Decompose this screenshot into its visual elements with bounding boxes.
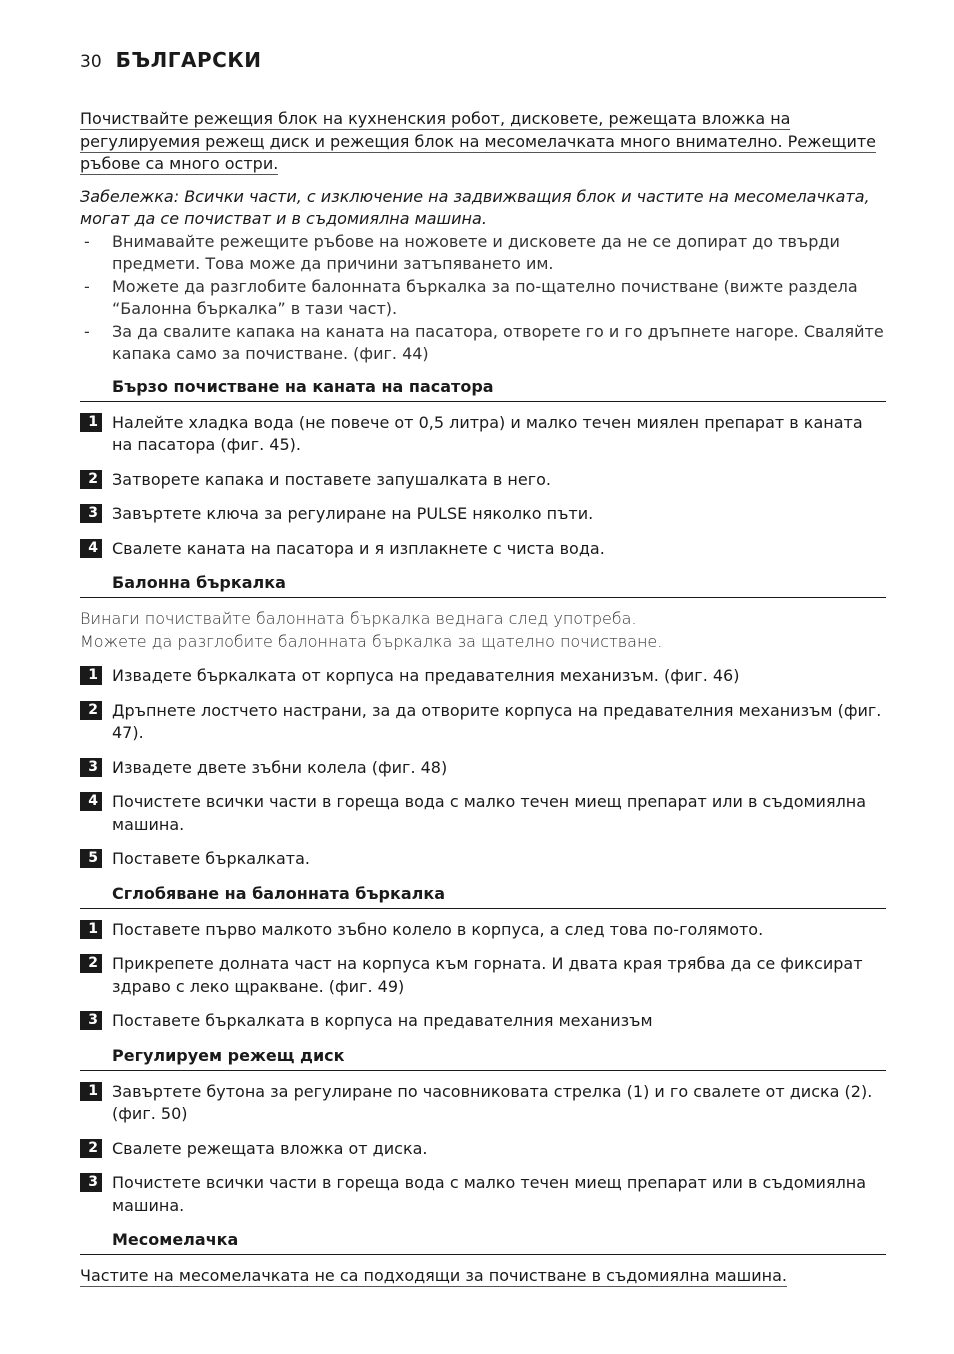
warning-line: Почиствайте режещия блок на кухненския робот, дисковете, режещата вложка на [80,109,791,128]
step [80,953,886,998]
step-number: 1 [80,1082,102,1101]
warning-line: ръбове са много остри. [80,154,279,173]
note-line: могат да се почистват и в съдомиялна машина. [80,209,487,228]
step-number: 4 [80,792,102,811]
page-header [80,48,261,72]
step-text: Поставете първо малкото зъбно колело в корпуса, а след това по-голямото. [112,919,764,939]
step-number: 1 [80,413,102,432]
step-text: Извадете бъркалката от корпуса на предавателния механизъм. (фиг. 46) [112,666,740,685]
warning-line: регулируемия режещ диск и режещия блок на месомелачката много внимателно. Режещите [80,131,877,151]
step-text: Почистете всички части в гореща вода с малко течен миещ препарат или в съдомиялна машина. [112,1173,867,1215]
whisk-intro [80,608,886,653]
step [80,412,886,457]
step [80,700,886,745]
step-number: 2 [80,954,102,973]
step [80,1172,886,1217]
step-number: 2 [80,470,102,489]
language-title: БЪЛГАРСКИ [115,48,262,72]
note [80,186,886,231]
step [80,791,886,836]
step-text: Налейте хладка вода (не повече от 0,5 литра) и малко течен миялен препарат в каната на пасатора (фиг. 45). [112,412,863,454]
note-line: Забележка: Всички части, с изключение на задвижващия блок и частите на месомелачката, [80,186,870,206]
warning-line: Частите на месомелачката не са подходящи за почистване в съдомиялна машина. [80,1266,788,1285]
intro-line: Винаги почиствайте балонната бъркалка веднага след употреба. [80,609,637,628]
tips-list [80,231,886,366]
section-heading-blender: Бързо почистване на каната на пасатора [80,376,886,402]
step-text: Дръпнете лостчето настрани, за да отворите корпуса на предавателния механизъм (фиг. 47). [112,700,882,742]
step-number: 1 [80,666,102,685]
section-heading-assembly: Сглобяване на балонната бъркалка [80,883,886,909]
section-heading-mincer: Месомелачка [80,1229,886,1255]
step [80,1081,886,1126]
top-warning [80,108,886,176]
step-number: 3 [80,758,102,777]
list-item: - Можете да разглобите балонната бъркалка за по-щателно почистване (вижте раздела “Балонна бъркалка” в тази част). [80,276,886,321]
section-heading-disc: Регулируем режещ диск [80,1045,886,1071]
step-number: 3 [80,1011,102,1030]
step-number: 3 [80,1173,102,1192]
section-heading-whisk: Балонна бъркалка [80,572,886,598]
list-item: - Внимавайте режещите ръбове на ножовете и дисковете да не се допират до твърди предмети. Това може да причини затъпяването им. [80,231,886,276]
step [80,469,886,492]
step-text: Свалете режещата вложка от диска. [112,1138,428,1158]
step-text: Завъртете ключа за регулиране на PULSE няколко пъти. [112,504,594,523]
step-text: Почистете всички части в гореща вода с малко течен миещ препарат или в съдомиялна машина. [112,792,867,834]
step [80,848,886,871]
step-text: Завъртете бутона за регулиране по часовниковата стрелка (1) и го свалете от диска (2). (фиг. 50) [112,1081,873,1123]
content [80,108,886,1298]
step [80,919,886,942]
step-number: 4 [80,539,102,558]
step-number: 2 [80,1139,102,1158]
step-text: Свалете каната на пасатора и я изплакнете с чиста вода. [112,538,605,558]
list-item: - За да свалите капака на каната на пасатора, отворете го и го дръпнете нагоре. Сваляйте капака само за почистване. (фиг. 44) [80,321,886,366]
mincer-warning [80,1265,886,1288]
step-text: Поставете бъркалката. [112,849,310,868]
step-text: Поставете бъркалката в корпуса на предавателния механизъм [112,1011,653,1030]
step-number: 1 [80,920,102,939]
step [80,503,886,526]
step [80,1010,886,1033]
step-text: Затворете капака и поставете запушалката в него. [112,469,552,489]
step-text: Извадете двете зъбни колела (фиг. 48) [112,757,448,777]
step [80,538,886,561]
step-number: 3 [80,504,102,523]
page-number: 30 [80,52,102,72]
step-number: 2 [80,701,102,720]
step-text: Прикрепете долната част на корпуса към горната. И двата края трябва да се фиксират здраво с леко щракване. (фиг. 49) [112,954,863,996]
step [80,665,886,688]
intro-line: Можете да разглобите балонната бъркалка за щателно почистване. [80,631,663,651]
step [80,757,886,780]
step [80,1138,886,1161]
step-number: 5 [80,849,102,868]
